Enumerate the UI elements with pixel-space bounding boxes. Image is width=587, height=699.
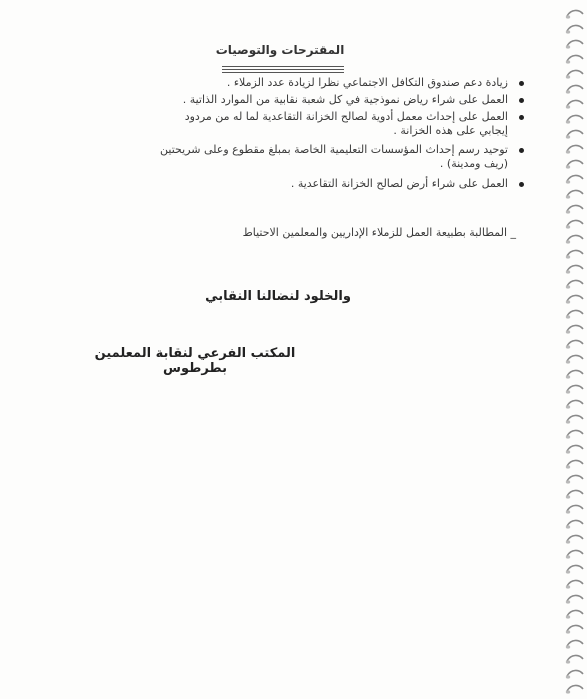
heading-underline xyxy=(222,66,344,67)
heading-underline xyxy=(222,72,344,73)
binding-ring xyxy=(567,655,583,661)
binding-ring xyxy=(567,265,583,271)
list-item-text: العمل على إحداث معمل أدوية لصالح الخزانة التقاعدية لما له من مردود إيجابي على هذه الخزانة . xyxy=(184,110,508,137)
binding-hole xyxy=(566,300,570,303)
binding-hole xyxy=(566,405,570,408)
binding-hole xyxy=(566,45,570,48)
binding-ring xyxy=(567,415,583,421)
binding-ring xyxy=(567,595,583,601)
binding-ring xyxy=(567,445,583,451)
binding-ring xyxy=(567,550,583,556)
binding-ring xyxy=(567,235,583,241)
binding-ring xyxy=(567,625,583,631)
binding-ring xyxy=(567,610,583,616)
binding-ring xyxy=(567,220,583,226)
binding-hole xyxy=(566,645,570,648)
binding-ring xyxy=(567,400,583,406)
list-item xyxy=(160,143,524,171)
binding-ring xyxy=(567,340,583,346)
binding-hole xyxy=(566,495,570,498)
binding-hole xyxy=(566,615,570,618)
binding-ring xyxy=(567,100,583,106)
binding-hole xyxy=(566,450,570,453)
bullet-icon xyxy=(519,148,524,153)
binding-ring xyxy=(567,520,583,526)
binding-ring xyxy=(567,310,583,316)
binding-ring xyxy=(567,190,583,196)
binding-hole xyxy=(566,420,570,423)
recommendations-list xyxy=(160,76,524,194)
list-item xyxy=(160,93,524,107)
binding-hole xyxy=(566,345,570,348)
binding-ring xyxy=(567,115,583,121)
binding-hole xyxy=(566,15,570,18)
binding-ring xyxy=(567,70,583,76)
binding-hole xyxy=(566,150,570,153)
bullet-icon xyxy=(519,115,524,120)
slogan: والخلود لنضالنا النقابي xyxy=(205,289,351,304)
binding-hole xyxy=(566,210,570,213)
binding-ring xyxy=(567,25,583,31)
binding-ring xyxy=(567,295,583,301)
binding-hole xyxy=(566,480,570,483)
binding-hole xyxy=(566,510,570,513)
list-item-text: العمل على شراء أرض لصالح الخزانة التقاعدية . xyxy=(290,177,508,190)
binding-ring xyxy=(567,85,583,91)
binding-hole xyxy=(566,165,570,168)
binding-ring xyxy=(567,175,583,181)
binding-hole xyxy=(566,570,570,573)
list-item xyxy=(160,110,524,138)
binding-ring xyxy=(567,475,583,481)
binding-hole xyxy=(566,585,570,588)
list-item-text: العمل على شراء رياض نموذجية في كل شعبة نقابية من الموارد الذاتية . xyxy=(182,93,508,106)
binding-hole xyxy=(566,90,570,93)
binding-hole xyxy=(566,525,570,528)
binding-ring xyxy=(567,535,583,541)
binding-ring xyxy=(567,250,583,256)
binding-ring xyxy=(567,385,583,391)
binding-hole xyxy=(566,285,570,288)
binding-hole xyxy=(566,660,570,663)
binding-hole xyxy=(566,60,570,63)
binding-hole xyxy=(566,435,570,438)
binding-ring xyxy=(567,145,583,151)
binding-ring xyxy=(567,505,583,511)
binding-ring xyxy=(567,565,583,571)
binding-ring xyxy=(567,160,583,166)
binding-hole xyxy=(566,360,570,363)
spiral-binding xyxy=(561,0,587,699)
binding-hole xyxy=(566,465,570,468)
binding-ring xyxy=(567,130,583,136)
binding-ring xyxy=(567,430,583,436)
binding-hole xyxy=(566,255,570,258)
binding-ring xyxy=(567,40,583,46)
section-heading: المقترحات والتوصيات xyxy=(215,43,345,57)
binding-hole xyxy=(566,240,570,243)
binding-hole xyxy=(566,630,570,633)
binding-ring xyxy=(567,640,583,646)
binding-hole xyxy=(566,675,570,678)
bullet-icon xyxy=(519,81,524,86)
heading-underline xyxy=(222,69,344,70)
binding-hole xyxy=(566,330,570,333)
binding-hole xyxy=(566,120,570,123)
binding-ring xyxy=(567,280,583,286)
list-item-text: توحيد رسم إحداث المؤسسات التعليمية الخاصة بمبلغ مقطوع وعلى شريحتين (ريف ومدينة) . xyxy=(160,143,508,170)
binding-ring xyxy=(567,685,583,691)
signature-office: المكتب الفرعي لنقابة المعلمين بطرطوس xyxy=(94,346,296,376)
bullet-icon xyxy=(519,98,524,103)
binding-ring xyxy=(567,580,583,586)
binding-ring xyxy=(567,355,583,361)
binding-hole xyxy=(566,30,570,33)
binding-hole xyxy=(566,135,570,138)
binding-hole xyxy=(566,555,570,558)
binding-ring xyxy=(567,205,583,211)
binding-ring xyxy=(567,325,583,331)
binding-hole xyxy=(566,375,570,378)
binding-hole xyxy=(566,225,570,228)
binding-ring xyxy=(567,670,583,676)
bullet-icon xyxy=(519,182,524,187)
binding-ring xyxy=(567,370,583,376)
list-item xyxy=(160,177,524,191)
binding-hole xyxy=(566,315,570,318)
binding-hole xyxy=(566,180,570,183)
binding-hole xyxy=(566,195,570,198)
closing-demand: _ المطالبة بطبيعة العمل للزملاء الإداريين والمعلمين الاحتياط xyxy=(242,226,516,239)
binding-ring xyxy=(567,460,583,466)
binding-hole xyxy=(566,270,570,273)
binding-hole xyxy=(566,105,570,108)
binding-ring xyxy=(567,10,583,16)
list-item xyxy=(160,76,524,90)
binding-hole xyxy=(566,75,570,78)
list-item-text: زيادة دعم صندوق التكافل الاجتماعي نظرا لزيادة عدد الزملاء . xyxy=(226,76,508,89)
binding-hole xyxy=(566,390,570,393)
binding-hole xyxy=(566,690,570,693)
binding-hole xyxy=(566,600,570,603)
binding-ring xyxy=(567,490,583,496)
binding-hole xyxy=(566,540,570,543)
binding-ring xyxy=(567,55,583,61)
